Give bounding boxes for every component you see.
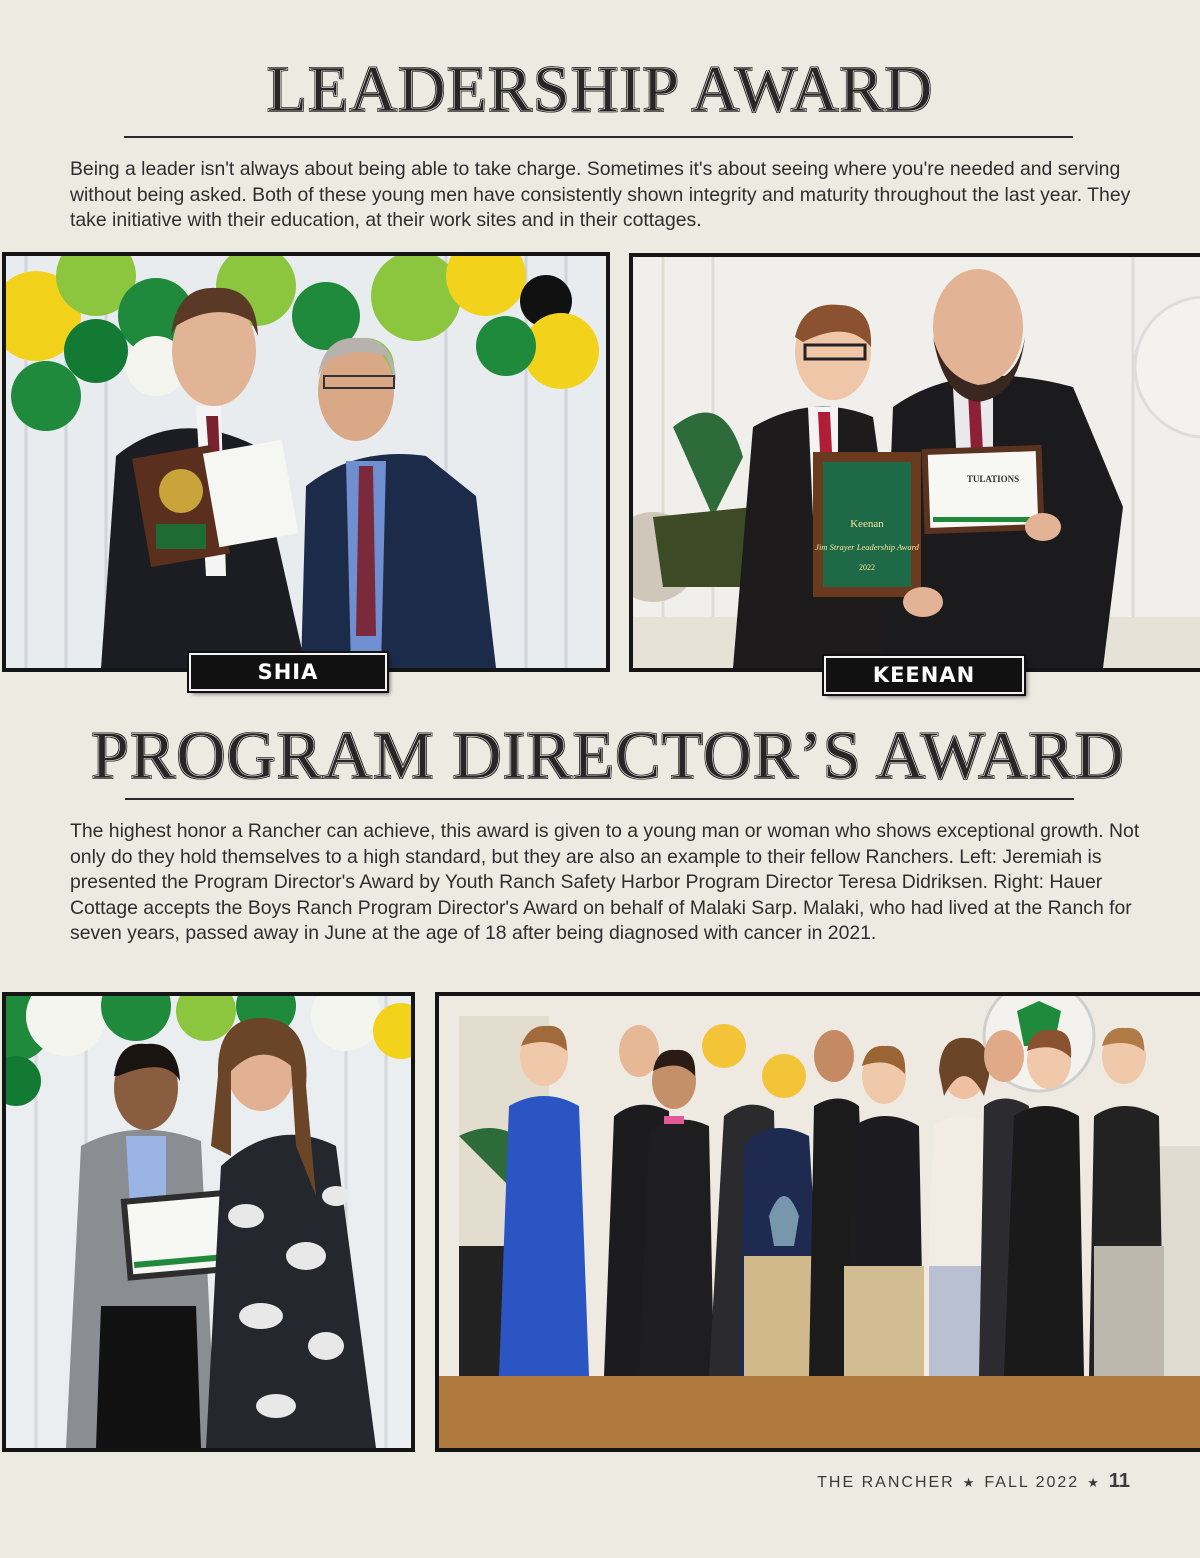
photo-hauer-cottage-group: [435, 992, 1200, 1452]
plaque-name-text: Keenan: [850, 518, 884, 530]
plaque-award-text: Jim Strayer Leadership Award: [815, 542, 919, 552]
program-directors-award-heading: PROGRAM DIRECTOR’S AWARD: [91, 717, 1125, 793]
photo-keenan: [629, 253, 1200, 672]
certificate-word: TULATIONS: [966, 474, 1020, 484]
leadership-award-heading: LEADERSHIP AWARD: [266, 53, 934, 126]
photo-shia: [2, 252, 610, 672]
caption-shia: SHIA: [189, 653, 387, 691]
page-number: 11: [1108, 1470, 1130, 1492]
program-directors-award-paragraph: The highest honor a Rancher can achieve, this award is given to a young man or woman who shows exceptional growth. Not only do they hold themselves to a high standard, but they are also an example to their fellow Ranchers. Left: Jeremiah is presented the Program Director's Award by Youth Ranch Safety Harbor Program Director Teresa Didriksen. Right: Hauer Cottage accepts the Boys Ranch Program Director's Award on behalf of Malaki Sarp. Malaki, who had lived at the Ranch for seven years, passed away in June at the age of 18 after being diagnosed with cancer in 2021.: [70, 820, 1140, 944]
plaque-year-text: 2022: [859, 563, 875, 572]
program-heading-rule: [125, 798, 1074, 800]
leadership-heading-rule: [124, 136, 1073, 138]
caption-keenan: KEENAN: [824, 656, 1024, 694]
page-footer: [817, 1470, 1130, 1493]
footer-publication: THE RANCHER: [817, 1474, 955, 1491]
photo-jeremiah-and-director: [2, 992, 415, 1452]
star-icon: ★: [962, 1475, 977, 1490]
footer-issue: FALL 2022: [984, 1474, 1080, 1491]
leadership-award-paragraph: Being a leader isn't always about being able to take charge. Sometimes it's about seeing where you're needed and serving without being asked. Both of these young men have consistently shown integrity and maturity throughout the last year. They take initiative with their education, at their work sites and in their cottages.: [70, 158, 1131, 231]
star-icon: ★: [1087, 1475, 1101, 1490]
